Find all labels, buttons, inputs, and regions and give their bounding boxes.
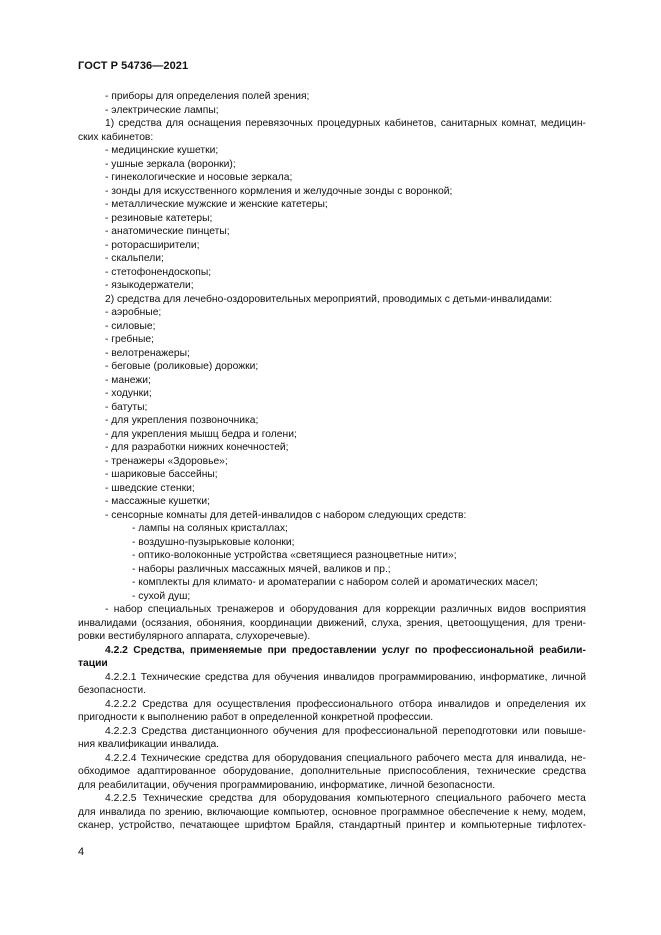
word: коррекции [385, 604, 436, 615]
paragraph-line: для реабилитации, обучения программированию, информатике, личной безопасности. [78, 779, 496, 791]
word: по [414, 644, 428, 656]
word: для [363, 604, 381, 615]
word: дополнительные [300, 766, 382, 777]
word: для [532, 617, 551, 629]
word: средства [542, 766, 586, 777]
word: к [513, 806, 519, 818]
word: слуха, [371, 617, 402, 629]
word: компьютер, [273, 806, 328, 818]
word: комнат, [501, 118, 537, 129]
list-item: - стетофонендоскопы; [105, 266, 212, 278]
list-item: - массажные кушетки; [105, 496, 210, 507]
list-item: - для разработки нижних конечностей; [105, 442, 289, 453]
paragraph-line [78, 617, 586, 631]
list-item: - скальпели; [105, 253, 164, 264]
word: не- [571, 752, 586, 764]
word: медицин- [540, 118, 586, 129]
word: 4.2.2 [105, 644, 128, 656]
paragraph-line: ровки вестибулярного аппарата, слухоречевые). [78, 631, 311, 642]
sub-list-item: - воздушно-пузырьковые колонки; [132, 536, 295, 548]
sub-list-item: - лампы на соляных кристаллах; [132, 523, 288, 534]
document-header: ГОСТ Р 54736—2021 [78, 60, 189, 72]
paragraph-line [78, 671, 586, 685]
list-item: - велотренажеры; [105, 347, 190, 359]
word: при [267, 644, 287, 656]
word: кабинетов, [384, 118, 437, 129]
word: и [450, 820, 456, 831]
word: для [252, 671, 271, 683]
word: и [279, 604, 285, 615]
word: 4.2.2.1 [105, 671, 137, 683]
word: Средства, [133, 644, 185, 656]
list-item: - для укрепления мышц бедра и голени; [105, 428, 297, 440]
word: средства [204, 752, 249, 764]
word: движений, [316, 617, 367, 629]
word: инвалидов [323, 671, 375, 683]
list-item: - шведские стенки; [105, 482, 195, 494]
word: набор [113, 604, 143, 615]
word: инвалидами [78, 617, 137, 629]
word: приспособления, [388, 766, 470, 777]
word: определения [506, 698, 570, 710]
word: печатающее [179, 820, 240, 831]
word: по [149, 806, 161, 818]
word: трени- [554, 617, 586, 629]
word: или [522, 725, 540, 737]
word: для [258, 793, 277, 804]
paragraph-line [78, 603, 586, 617]
word: места [463, 752, 492, 764]
paragraph-line [78, 752, 586, 766]
list-item: - электрические лампы; [105, 104, 219, 116]
paragraph-line: пригодности к выполнению работ в определенной конкретной профессии. [78, 712, 434, 723]
paragraph-line: безопасности. [78, 685, 146, 696]
word: услуг [381, 644, 410, 656]
word: зрению, [164, 806, 203, 818]
word: применяемые [190, 644, 263, 656]
word: восприятия [531, 604, 586, 615]
list-item: - зонды для искусственного кормления и желудочные зонды с воронкой; [105, 185, 453, 197]
sub-list-item: - комплекты для климато- и ароматерапии с набором солей и ароматических масел; [132, 577, 538, 588]
word: обоняния, [196, 617, 246, 629]
list-item: - гинекологические и носовые зеркала; [105, 172, 293, 183]
word: предоставлении [291, 644, 377, 656]
word: переподготовки [442, 725, 518, 737]
word: инвалида [99, 806, 146, 818]
word: обеспечение [448, 806, 510, 818]
word: - [105, 604, 109, 615]
word: перевязочных [245, 118, 313, 129]
list-item: - медицинские кушетки; [105, 145, 219, 156]
word: информатике, [479, 671, 548, 683]
list-item: - батуты; [105, 401, 148, 413]
word: сканер, [78, 820, 114, 831]
list-item: - гребные; [105, 334, 154, 345]
word: координации [250, 617, 313, 629]
list-item: - анатомические пинцеты; [105, 226, 230, 237]
word: повыше- [544, 725, 586, 737]
word: оборудования [290, 604, 358, 615]
word: тренажеров [216, 604, 274, 615]
sub-list-item: - наборы различных массажных мячей, валиков и пр.; [132, 563, 391, 575]
document-body [78, 90, 586, 833]
list-item: - беговые (роликовые) дорожки; [105, 361, 259, 372]
word: (осязания, [141, 617, 192, 629]
paragraph-line [78, 117, 586, 131]
word: 1) [105, 118, 115, 129]
word: Средства [141, 725, 187, 737]
word: средства [209, 793, 253, 804]
word: тифлотех- [536, 820, 586, 831]
paragraph-line [78, 725, 586, 739]
word: Средства [142, 698, 188, 710]
word: оснащения [187, 118, 242, 129]
word: специальных [147, 604, 212, 615]
word: компьютерного [356, 793, 430, 804]
list-item: - шариковые бассейны; [105, 469, 218, 480]
list-item: - ушные зеркала (воронки); [105, 158, 236, 170]
word: средства [204, 671, 249, 683]
list-item: - резиновые катетеры; [105, 212, 213, 224]
paragraph-line [78, 792, 586, 806]
word: процедурных [317, 118, 381, 129]
word: инвалида, [518, 752, 567, 764]
list-item: - аэробные; [105, 307, 162, 318]
sub-list-item: - сухой душ; [132, 590, 191, 602]
word: оборудования [274, 752, 342, 764]
word: осуществления [216, 698, 291, 710]
word: Технические [140, 671, 201, 683]
word: для [193, 698, 212, 710]
paragraph-line [78, 698, 586, 712]
word: программное [380, 806, 445, 818]
word: реабили- [539, 644, 586, 656]
word: специального [346, 752, 413, 764]
word: для [496, 752, 514, 764]
word: устройство, [118, 820, 175, 831]
sub-list-item: - оптико-волоконные устройства «светящиеся разноцветные нити»; [132, 550, 457, 561]
list-item: - для укрепления позвоночника; [105, 415, 259, 426]
word: специального [435, 793, 502, 804]
paragraph-line [78, 819, 586, 833]
word: 4.2.2.5 [105, 793, 137, 804]
word: шрифтом [244, 820, 291, 831]
list-item: - тренажеры «Здоровье»; [105, 455, 228, 467]
word: 4.2.2.4 [105, 752, 137, 764]
word: рабочего [416, 752, 460, 764]
list-item: - сенсорные комнаты для детей-инвалидов с набором следующих средств: [105, 509, 467, 521]
word: для [165, 118, 184, 129]
section-heading [78, 644, 586, 658]
word: различных [440, 604, 492, 615]
word: включающие [206, 806, 270, 818]
word: обходимое [78, 766, 131, 777]
word: Технические [140, 752, 201, 764]
word: зрения, [406, 617, 443, 629]
paragraph-line: 2) средства для лечебно-оздоровительных мероприятий, проводимых с детьми-инвалидами: [105, 293, 553, 305]
list-item: - роторасширители; [105, 239, 200, 251]
word: обучения [274, 671, 319, 683]
word: 4.2.2.2 [105, 698, 137, 710]
paragraph-line [78, 806, 586, 820]
word: оборудования [282, 793, 351, 804]
word: технические [476, 766, 536, 777]
list-item: - силовые; [105, 320, 156, 332]
section-heading: тации [78, 658, 108, 669]
word: для [78, 806, 96, 818]
word: рабочего [508, 793, 552, 804]
word: и [495, 698, 501, 710]
list-item: - ходунки; [105, 388, 152, 399]
word: программированию, [378, 671, 476, 683]
word: модем, [551, 806, 586, 818]
word: видов [497, 604, 526, 615]
word: средства [118, 118, 162, 129]
word: Брайля, [295, 820, 334, 831]
word: отбора [398, 698, 433, 710]
word: профессионального [296, 698, 394, 710]
word: оборудование, [223, 766, 294, 777]
word: Технические [142, 793, 203, 804]
page-number: 4 [78, 846, 85, 858]
word: адаптированное [137, 766, 216, 777]
list-item: - металлические мужские и женские катетеры; [105, 199, 328, 210]
word: 4.2.2.3 [105, 725, 137, 737]
paragraph-line: ских кабинетов: [78, 131, 154, 143]
word: их [574, 698, 586, 710]
word: стандартный [338, 820, 401, 831]
word: основное [331, 806, 377, 818]
list-item: - манежи; [105, 374, 151, 386]
word: профессиональной [344, 725, 438, 737]
list-item: - языкодержатели; [105, 280, 194, 291]
word: места [557, 793, 586, 804]
word: санитарных [440, 118, 498, 129]
word: профессиональной [432, 644, 534, 656]
word: дистанционного [191, 725, 269, 737]
paragraph-line: ния квалификации инвалида. [78, 739, 220, 750]
word: личной [551, 671, 586, 683]
word: обучения [272, 725, 318, 737]
word: компьютерные [461, 820, 532, 831]
word: принтер [406, 820, 445, 831]
word: для [252, 752, 271, 764]
word: нему, [522, 806, 548, 818]
word: инвалидов [437, 698, 490, 710]
word: для [322, 725, 340, 737]
word: цветоощущения, [447, 617, 528, 629]
paragraph-line [78, 765, 586, 779]
list-item: - приборы для определения полей зрения; [105, 91, 310, 102]
